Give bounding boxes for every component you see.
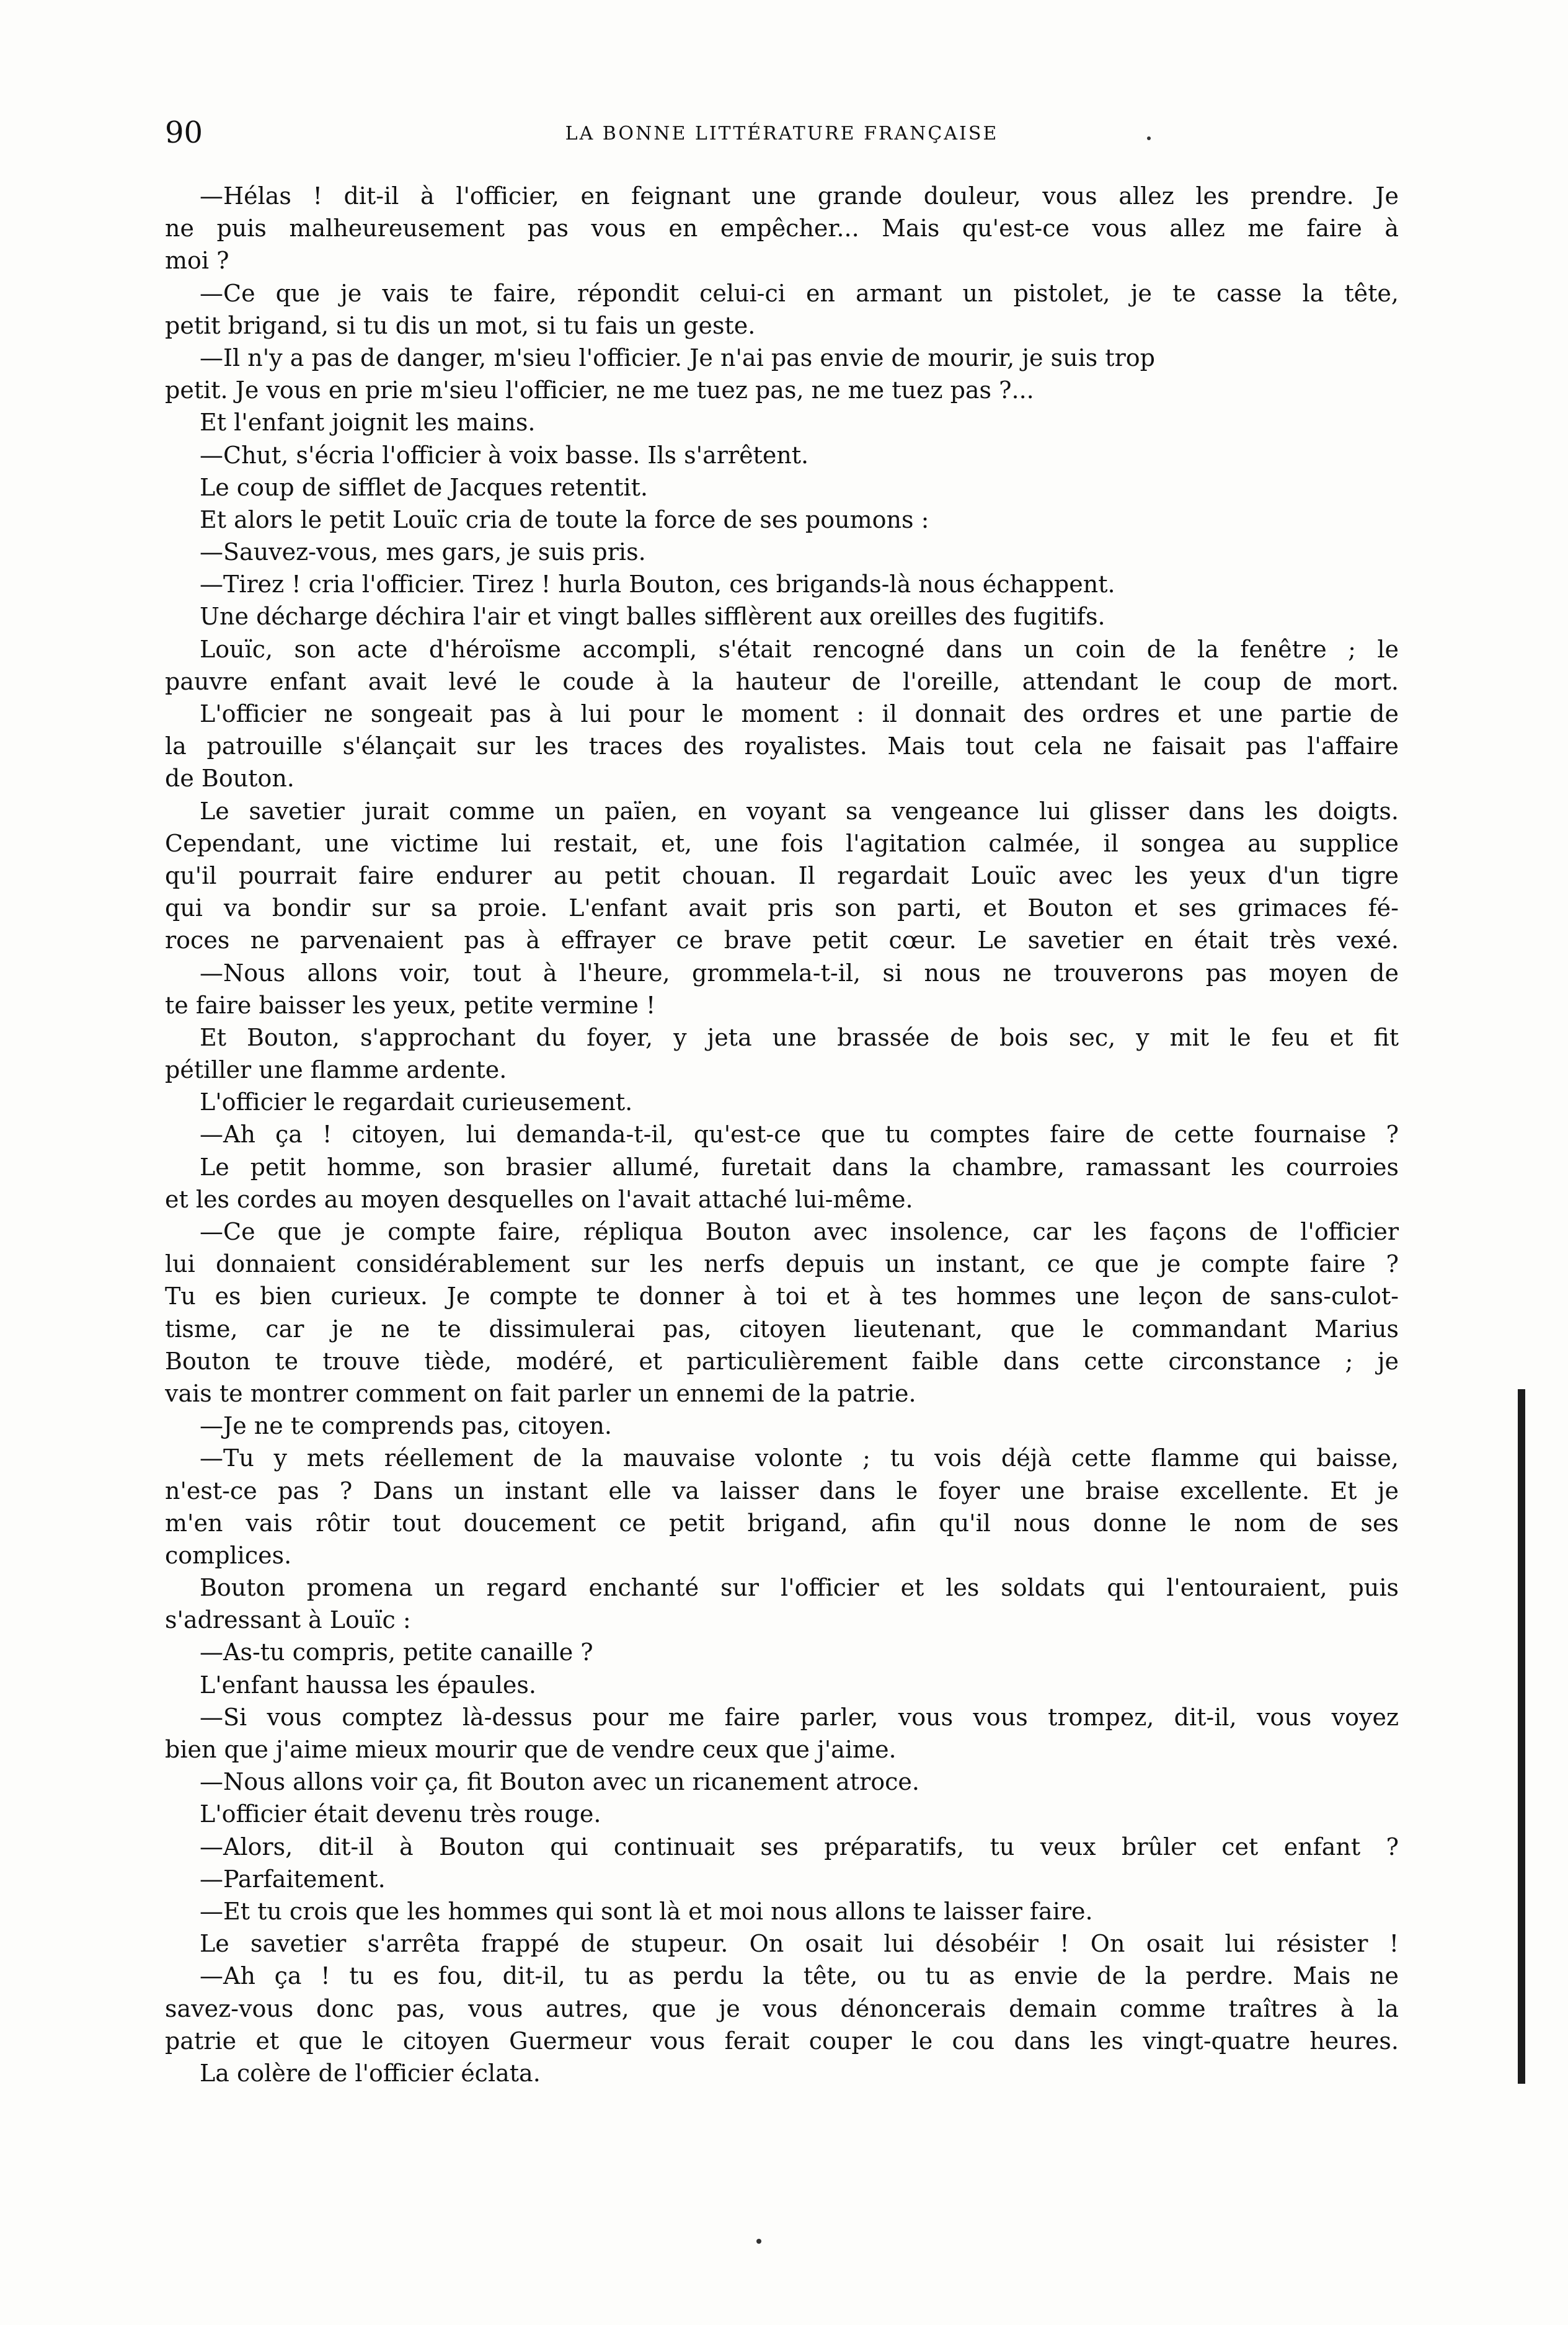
text-line: qui va bondir sur sa proie. L'enfant avait pris son parti, et Bouton et ses grimaces fé- <box>165 894 1399 922</box>
text-line: ne puis malheureusement pas vous en empêcher... Mais qu'est-ce vous allez me faire à <box>165 215 1399 242</box>
text-line: m'en vais rôtir tout doucement ce petit brigand, afin qu'il nous donne le nom de ses <box>165 1509 1399 1537</box>
text-line: bien que j'aime mieux mourir que de vendre ceux que j'aime. <box>165 1736 897 1763</box>
text-line: L'enfant haussa les épaules. <box>200 1671 536 1699</box>
text-line: te faire baisser les yeux, petite vermine ! <box>165 991 656 1019</box>
text-line: qu'il pourrait faire endurer au petit chouan. Il regardait Louïc avec les yeux d'un tigre <box>165 861 1399 889</box>
text-line: —Parfaitement. <box>200 1865 386 1893</box>
text-line: —Et tu crois que les hommes qui sont là et moi nous allons te laisser faire. <box>200 1897 1093 1925</box>
text-line: —Tirez ! cria l'officier. Tirez ! hurla Bouton, ces brigands-là nous échappent. <box>200 571 1115 598</box>
text-line: Et Bouton, s'approchant du foyer, y jeta une brassée de bois sec, y mit le feu et fit <box>200 1023 1399 1051</box>
text-line: Une décharge déchira l'air et vingt balles sifflèrent aux oreilles des fugitifs. <box>200 603 1105 631</box>
text-line: Tu es bien curieux. Je compte te donner à toi et à tes hommes une leçon de sans-culot- <box>165 1283 1399 1310</box>
text-line: —Alors, dit-il à Bouton qui continuait ses préparatifs, tu veux brûler cet enfant ? <box>200 1833 1399 1860</box>
text-line: s'adressant à Louïc : <box>165 1606 411 1634</box>
text-line: —Sauvez-vous, mes gars, je suis pris. <box>200 538 646 566</box>
running-head: LA BONNE LITTÉRATURE FRANÇAISE <box>565 123 999 144</box>
text-line: —Ah ça ! tu es fou, dit-il, tu as perdu la tête, ou tu as envie de la perdre. Mais ne <box>200 1962 1399 1990</box>
margin-scan-bar <box>1518 1389 1525 2084</box>
text-line: Le savetier s'arrêta frappé de stupeur. On osait lui désobéir ! On osait lui résister ! <box>200 1930 1399 1958</box>
text-line: L'officier le regardait curieusement. <box>200 1088 633 1116</box>
text-line: n'est-ce pas ? Dans un instant elle va laisser dans le foyer une braise excellente. Et je <box>165 1477 1399 1505</box>
text-line: roces ne parvenaient pas à effrayer ce brave petit cœur. Le savetier en était très vexé. <box>165 927 1399 954</box>
text-line: Le coup de sifflet de Jacques retentit. <box>200 473 648 501</box>
text-line: —Ce que je compte faire, répliqua Bouton avec insolence, car les façons de l'officier <box>200 1218 1399 1245</box>
text-line: La colère de l'officier éclata. <box>200 2059 541 2087</box>
text-line: L'officier ne songeait pas à lui pour le moment : il donnait des ordres et une partie de <box>200 700 1399 727</box>
page-header <box>165 114 1399 158</box>
text-line: complices. <box>165 1541 292 1569</box>
text-line: —Il n'y a pas de danger, m'sieu l'officier. Je n'ai pas envie de mourir, je suis trop <box>200 344 1155 371</box>
text-line: vais te montrer comment on fait parler un ennemi de la patrie. <box>165 1379 916 1407</box>
text-line: Le petit homme, son brasier allumé, furetait dans la chambre, ramassant les courroies <box>200 1153 1399 1181</box>
text-line: —Je ne te comprends pas, citoyen. <box>200 1412 612 1440</box>
text-line: —Si vous comptez là-dessus pour me faire parler, vous vous trompez, dit-il, vous voyez <box>200 1703 1399 1731</box>
text-line: —Ah ça ! citoyen, lui demanda-t-il, qu'est-ce que tu comptes faire de cette fournaise ? <box>200 1121 1399 1149</box>
text-line: et les cordes au moyen desquelles on l'avait attaché lui-même. <box>165 1185 913 1213</box>
scan-speck <box>756 2239 761 2244</box>
text-line: —Nous allons voir ça, fit Bouton avec un ricanement atroce. <box>200 1768 919 1796</box>
text-line: tisme, car je ne te dissimulerai pas, citoyen lieutenant, que le commandant Marius <box>165 1315 1399 1343</box>
text-line: —Chut, s'écria l'officier à voix basse. Ils s'arrêtent. <box>200 441 809 469</box>
text-line: Louïc, son acte d'héroïsme accompli, s'était rencogné dans un coin de la fenêtre ; le <box>200 635 1399 663</box>
text-line: Le savetier jurait comme un païen, en voyant sa vengeance lui glisser dans les doigts. <box>200 797 1399 825</box>
text-line: de Bouton. <box>165 765 295 793</box>
text-line: —Hélas ! dit-il à l'officier, en feignant une grande douleur, vous allez les prendre. Je <box>200 182 1399 210</box>
page-number: 90 <box>165 115 203 150</box>
text-line: —As-tu compris, petite canaille ? <box>200 1638 593 1666</box>
text-line: —Nous allons voir, tout à l'heure, grommela-t-il, si nous ne trouverons pas moyen de <box>200 959 1399 987</box>
text-line: petit. Je vous en prie m'sieu l'officier, ne me tuez pas, ne me tuez pas ?... <box>165 376 1034 404</box>
text-line: la patrouille s'élançait sur les traces des royalistes. Mais tout cela ne faisait pas l'affaire <box>165 732 1399 760</box>
text-line: Cependant, une victime lui restait, et, une fois l'agitation calmée, il songea au supplice <box>165 829 1399 857</box>
text-line: patrie et que le citoyen Guermeur vous ferait couper le cou dans les vingt-quatre heures. <box>165 2027 1399 2055</box>
text-line: petit brigand, si tu dis un mot, si tu fais un geste. <box>165 311 756 339</box>
text-line: Bouton promena un regard enchanté sur l'officier et les soldats qui l'entouraient, puis <box>200 1574 1399 1602</box>
text-line: Et alors le petit Louïc cria de toute la force de ses poumons : <box>200 505 929 533</box>
text-line: pauvre enfant avait levé le coude à la hauteur de l'oreille, attendant le coup de mort. <box>165 667 1399 695</box>
body-text <box>165 180 1399 2089</box>
scan-speck <box>1147 136 1151 140</box>
text-line: L'officier était devenu très rouge. <box>200 1800 601 1828</box>
text-line: savez-vous donc pas, vous autres, que je vous dénoncerais demain comme traîtres à la <box>165 1994 1399 2022</box>
text-line: Bouton te trouve tiède, modéré, et particulièrement faible dans cette circonstance ; je <box>165 1347 1399 1375</box>
text-line: moi ? <box>165 247 229 275</box>
text-line: —Tu y mets réellement de la mauvaise volonte ; tu vois déjà cette flamme qui baisse, <box>200 1444 1399 1472</box>
text-line: lui donnaient considérablement sur les nerfs depuis un instant, ce que je compte faire ? <box>165 1250 1399 1278</box>
text-line: Et l'enfant joignit les mains. <box>200 409 536 437</box>
text-line: —Ce que je vais te faire, répondit celui-ci en armant un pistolet, je te casse la tête, <box>200 279 1399 307</box>
text-line: pétiller une flamme ardente. <box>165 1056 507 1084</box>
